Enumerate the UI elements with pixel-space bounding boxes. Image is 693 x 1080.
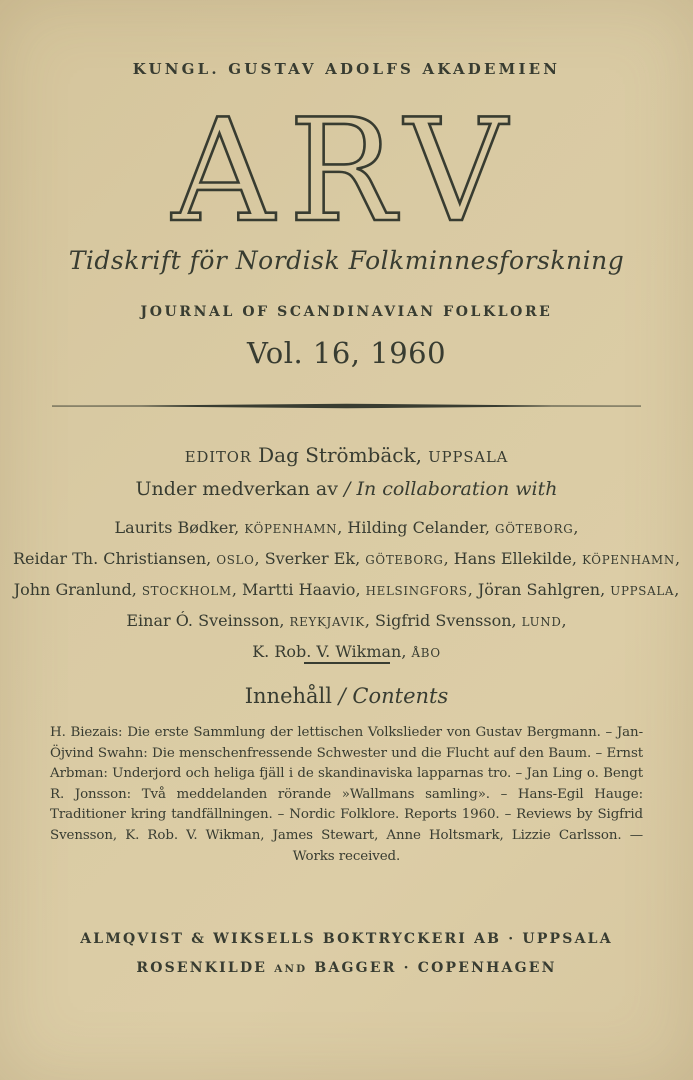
smallcaps-segment: STOCKHOLM [141,584,232,598]
volume-line: Vol. 16, 1960 [246,336,447,370]
collaborator-line [0,513,693,544]
smallcaps-segment: KÖPENHAMN [244,522,338,536]
text-segment: , Sigfrid Svensson, [364,611,522,630]
swedish-subtitle: Tidskrift för Nordisk Folkminnesforskning [68,246,625,275]
smallcaps-segment: HELSINGFORS [365,584,468,598]
text-segment: , Martti Haavio, [231,580,366,599]
text-segment: Innehåll [244,684,339,708]
academy-header: KUNGL. GUSTAV ADOLFS AKADEMIEN [132,60,561,78]
contents-summary-paragraph: H. Biezais: Die erste Sammlung der lettischen Volkslieder von Gustav Bergmann. – Jan-Öjvind Swahn: Die menschenfressende Schwester und die Flucht auf den Baum. – Ernst Arbman: Underjord och heliga fjäll i de skandinaviska lapparnas tro. – Jan Ling o. Bengt R. Jonsson: Två meddelanden rörande »Wallmans samling». – Hans-Egil Hauge: Traditioner kring tandfällningen. – Nordic Folklore. Reports 1960. – Reviews by Sigfrid Svensson, K. Rob. V. Wikman, James Stewart, Anne Holtsmark, Lizzie Carlsson. — Works received. [50,725,643,864]
text-segment: , Jöran Sahlgren, [467,580,611,599]
text-segment: Einar Ó. Sveinsson, [126,611,290,630]
text-segment: ALMQVIST & WIKSELLS BOKTRYCKERI AB · UPPSALA [80,931,613,947]
text-segment: Under medverkan av [135,478,345,500]
text-segment: Reidar Th. Christiansen, [12,549,217,568]
text-segment: , Hilding Celander, [337,518,496,537]
contents-heading [0,684,693,708]
text-segment: John Granlund, [13,580,142,599]
english-subtitle: JOURNAL OF SCANDINAVIAN FOLKLORE [140,304,553,320]
printer-imprint [0,925,693,984]
text-segment: K. Rob. V. Wikman, [252,642,412,661]
printer-imprint-line-1 [0,925,693,954]
editor-line [0,443,693,467]
smallcaps-segment: UPPSALA [610,584,675,598]
swelled-rule [52,403,641,409]
text-segment: Contents [352,684,449,708]
text-segment: , [674,580,680,599]
text-segment: , [674,549,681,568]
smallcaps-segment: LUND [521,615,562,629]
text-segment: / [344,478,357,500]
smallcaps-segment: UPPSALA [428,449,509,466]
text-segment: Laurits Bødker, [114,518,245,537]
journal-logotype [0,92,693,242]
smallcaps-segment: GÖTEBORG [495,522,574,536]
text-segment: Dag Strömbäck, [251,443,429,467]
journal-logotype-text: ARV [172,92,521,242]
smallcaps-segment: AND [274,963,308,975]
collaborators-block [0,513,693,668]
smallcaps-segment: KÖPENHAMN [582,553,675,567]
text-segment: ROSENKILDE [136,960,275,976]
collaborator-line [0,606,693,637]
smallcaps-segment: EDITOR [184,449,252,466]
smallcaps-segment: GÖTEBORG [365,553,444,567]
text-segment: BAGGER · COPENHAGEN [307,960,557,976]
text-segment: , [573,518,579,537]
collaborator-line [0,544,693,575]
text-segment: In collaboration with [356,478,558,500]
collaboration-note [0,478,693,500]
section-divider-rule [304,662,390,664]
text-segment: , Hans Ellekilde, [443,549,583,568]
smallcaps-segment: OSLO [216,553,255,567]
text-segment: , Sverker Ek, [254,549,366,568]
collaborator-line [0,575,693,606]
text-segment: / [338,684,353,708]
smallcaps-segment: REYKJAVIK [289,615,365,629]
smallcaps-segment: ÅBO [411,646,441,660]
printer-imprint-line-2 [0,954,693,984]
text-segment: , [561,611,567,630]
